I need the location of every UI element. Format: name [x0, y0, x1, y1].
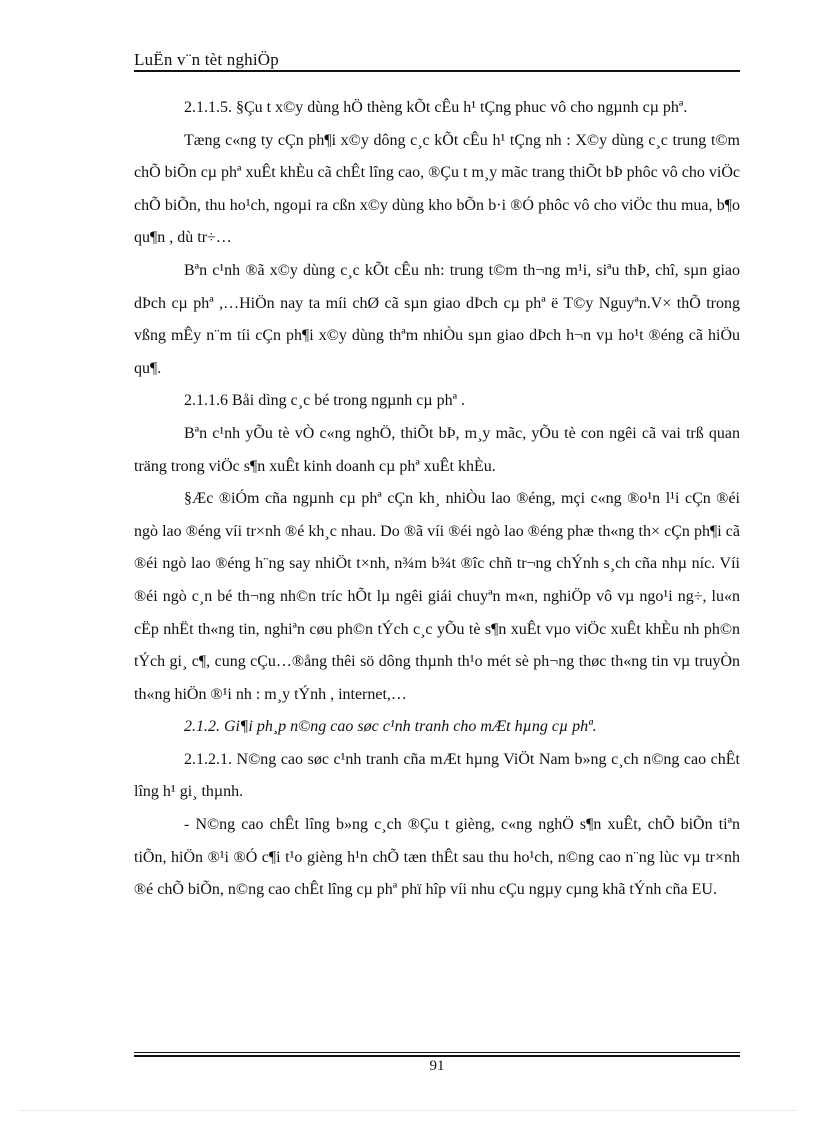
paragraph: 2.1.1.5. §Çu t x©y dùng hÖ thèng kÕt cÊu h¹ tÇng phuc vô cho ngµnh cµ phª. [184, 99, 688, 116]
paragraph: 2.1.1.6 Båi dìng c¸c bé trong ngµnh cµ phª . [184, 392, 466, 410]
running-header: LuËn v¨n tèt nghiÖp [134, 50, 279, 69]
footer-rule [134, 1055, 740, 1057]
paragraph: - N©ng cao chÊt lîng b»ng c¸ch ®Çu t gièng, c«ng nghÖ s¶n xuÊt, chÕ biÕn tiªn tiÕn, hiÖn ®¹i ®Ó c¶i t¹o gièng h¹n chÕ tæn thÊt sau thu ho¹ch, n©ng cao n¨ng lùc vµ tr×nh ®é chÕ biÕn, n©ng cao chÊt lîng cµ phª phï hîp víi nhu cÇu ngµy cµng khã tÝnh cña EU. [134, 816, 740, 899]
paragraph: Bªn c¹nh ®ã x©y dùng c¸c kÕt cÊu nh: trung t©m th¬ng m¹i, siªu thÞ, chî, sµn giao dÞch cµ phª ,…HiÖn nay ta míi chØ cã sµn giao dÞch cµ phª ë T©y Nguyªn.V× thÕ trong vßng mÊy n¨m tíi cÇn ph¶i x©y dùng thªm nhiÒu sµn giao dÞch h¬n vµ ho¹t ®éng cã hiÖu qu¶. [134, 261, 740, 377]
paragraph: Tæng c«ng ty cÇn ph¶i x©y dông c¸c kÕt cÊu h¹ tÇng nh : X©y dùng c¸c trung t©m chÕ biÕn cµ phª xuÊt khÈu cã chÊt lîng cao, ®Çu t m¸y mãc trang thiÕt bÞ phôc vô cho viÖc chÕ biÕn, thu ho¹ch, ngoµi ra cßn x©y dùng kho bÕn b·i ®Ó phôc vô cho viÖc thu mua, b¶o qu¶n , dù tr÷… [134, 131, 740, 247]
paragraph: §Æc ®iÓm cña ngµnh cµ phª cÇn kh¸ nhiÒu lao ®éng, mçi c«ng ®o¹n l¹i cÇn ®éi ngò lao ®éng víi tr×nh ®é kh¸c nhau. Do ®ã víi ®éi ngò lao ®éng phæ th«ng th× cÇn ph¶i cã ®éi ngò lao ®éng h¨ng say nhiÖt t×nh, n¾m b¾t ®îc chñ tr¬ng chÝnh s¸ch cña nhµ níc. Víi ®éi ngò c¸n bé th¬ng nh©n tríc hÕt lµ ngêi giái chuyªn m«n, nghiÖp vô vµ ngo¹i ng÷, lu«n cËp nhËt th«ng tin, nghiªn cøu ph©n tÝch c¸c yÕu tè s¶n xuÊt vµo viÖc xuÊt khÈu nh ph©n tÝch gi¸ c¶, cung cÇu…®ång thêi sö dông thµnh th¹o mét sè ph¬ng thøc th«ng tin vµ truyÒn th«ng hiÖn ®¹i nh : m¸y tÝnh , internet,… [134, 490, 740, 703]
footer-rule [134, 1052, 740, 1053]
page-edge-divider [20, 1110, 796, 1111]
page-number: 91 [429, 1058, 445, 1074]
paragraph: Bªn c¹nh yÕu tè vÒ c«ng nghÖ, thiÕt bÞ, m¸y mãc, yÕu tè con ngêi cã vai trß quan träng trong viÖc s¶n xuÊt kinh doanh cµ phª xuÊt khÈu. [134, 424, 740, 475]
paragraph: 2.1.2.1. N©ng cao søc c¹nh tranh cña mÆt hµng ViÖt Nam b»ng c¸ch n©ng cao chÊt lîng h¹ gi¸ thµnh. [134, 750, 740, 801]
body-text [134, 92, 740, 907]
section-heading: 2.1.2. Gi¶i ph¸p n©ng cao søc c¹nh tranh cho mÆt hµng cµ phª. [184, 718, 597, 736]
header-rule [134, 70, 740, 72]
